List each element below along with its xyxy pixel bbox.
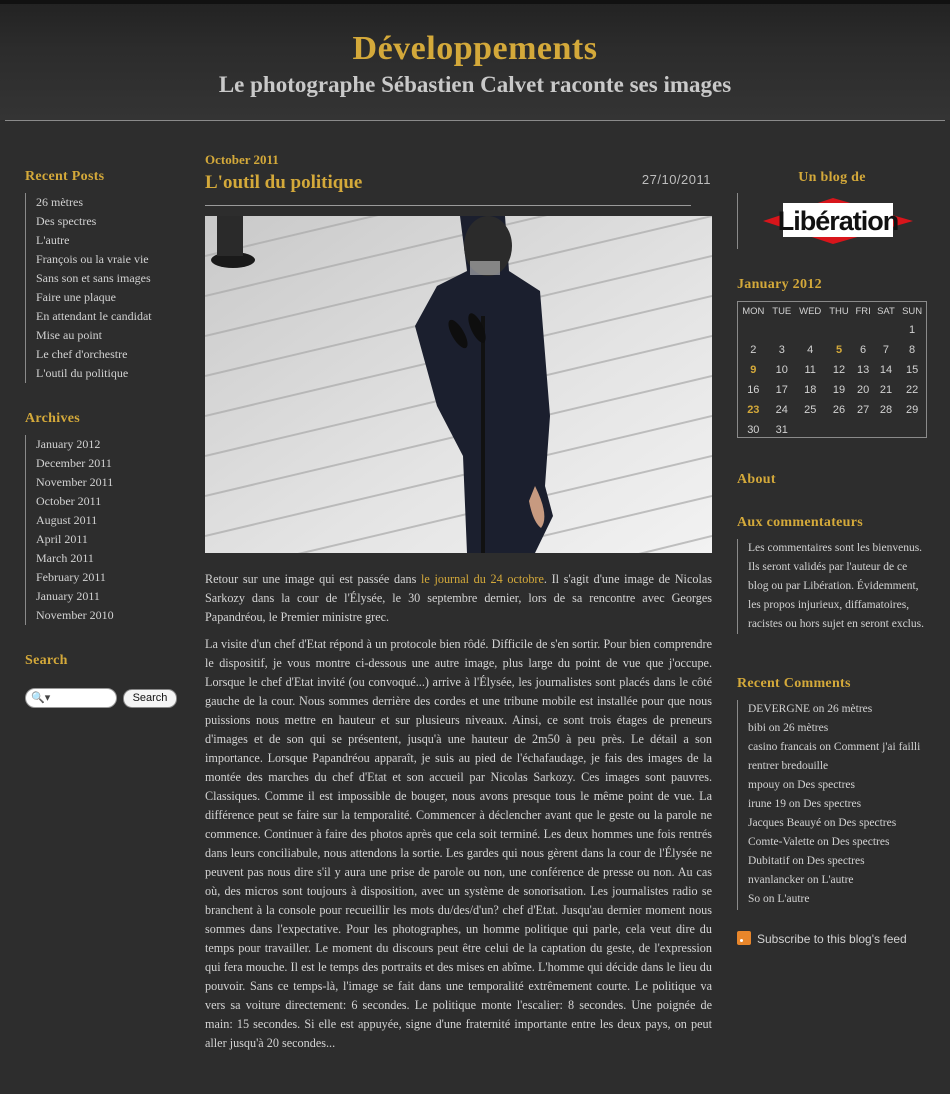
post-photo[interactable] [205,216,712,553]
recent-comment[interactable]: Jacques Beauyé on Des spectres [748,817,897,829]
calendar-day [738,320,769,340]
calendar-day: 18 [804,384,817,396]
site-header [0,0,950,120]
calendar-day: 2 [750,344,757,356]
calendar-day [898,420,926,440]
calendar-day-header: THU [829,305,849,317]
journal-link[interactable]: le journal du 24 octobre [421,572,544,586]
post-body [205,570,712,1061]
liberation-logo [738,193,928,249]
calendar-day: 4 [807,344,814,356]
recent-comment[interactable]: nvanlancker on L'autre [748,874,854,886]
archive-link[interactable]: December 2011 [36,456,112,470]
calendar-day: 1 [909,324,916,336]
archive-link[interactable]: March 2011 [36,551,94,565]
post-title[interactable]: L'outil du politique [205,172,363,193]
recent-post-link[interactable]: Mise au point [36,328,102,342]
calendar-day: 20 [856,384,870,396]
recent-comment[interactable]: DEVERGNE on 26 mètres [748,703,873,715]
intro-text-end: . Il s'agit d'une image de Nicolas Sarkozy dans la cour de l'Élysée, le 30 septembre dernier, lors de sa rencontre avec Georges Papandréou, le Premier ministre grec. [205,572,712,624]
calendar-day-header: SUN [902,305,923,317]
intro-text-start: Retour sur une image qui est passée dans [205,572,422,586]
archive-link[interactable]: January 2012 [36,437,101,451]
calendar-day-header: SAT [877,305,895,317]
calendar-week [738,380,926,400]
recent-comment[interactable]: bibi on 26 mètres [748,722,829,734]
post-date: 27/10/2011 [641,172,711,187]
rss-label: Subscribe to this blog's feed [757,932,907,946]
calendar-day-header: TUE [772,305,792,317]
calendar-day: 13 [856,364,870,376]
calendar-day: 12 [832,364,846,376]
calendar-week [738,340,926,360]
calendar-week [738,360,926,380]
recent-comment[interactable]: mpouy on Des spectres [748,779,855,791]
calendar-day [853,320,874,340]
post-paragraph-intro [205,570,712,627]
rss-feed-icon [737,931,751,945]
calendar-day: 27 [856,404,870,416]
liberation-logo-text: Libération [777,206,899,236]
calendar-day [769,320,795,340]
recent-comment[interactable]: Comte-Valette on Des spectres [748,836,890,848]
header-divider [5,120,945,121]
liberation-logo-box[interactable] [737,193,928,249]
post-month: October 2011 [205,152,279,167]
calendar-day: 10 [775,364,788,376]
recent-comments-list [737,700,928,910]
calendar-day [853,420,874,440]
archive-link[interactable]: October 2011 [36,494,102,508]
site-subtitle: Le photographe Sébastien Calvet raconte ses images [218,72,732,97]
recent-post-link[interactable]: Le chef d'orchestre [36,347,128,361]
calendar-day[interactable]: 5 [835,344,843,356]
archive-link[interactable]: November 2010 [36,608,114,622]
recent-post-link[interactable]: L'outil du politique [36,366,129,380]
calendar-day-header: WED [799,305,822,317]
recent-comment[interactable]: irune 19 on Des spectres [748,798,862,810]
calendar-day: 16 [747,384,760,396]
calendar-day: 19 [832,384,846,396]
recent-posts-list [25,193,152,383]
photo-image [205,216,712,553]
archives-list [25,435,114,625]
calendar-day: 28 [879,404,893,416]
recent-post-link[interactable]: 26 mètres [36,195,83,209]
aux-commentateurs-heading: Aux commentateurs [737,515,864,530]
archive-link[interactable]: January 2011 [36,589,100,603]
calendar-day: 21 [879,384,893,396]
calendar-week [738,400,926,420]
calendar-day: 7 [882,344,890,356]
calendar-day [795,420,826,440]
calendar-day: 3 [778,344,785,356]
calendar-day[interactable]: 9 [750,364,757,376]
archive-link[interactable]: April 2011 [36,532,88,546]
calendar-day: 6 [860,344,867,356]
recent-post-link[interactable]: L'autre [36,233,70,247]
calendar-day-header: MON [742,305,765,317]
calendar-heading: January 2012 [737,277,822,292]
calendar-day: 29 [905,404,919,416]
recent-post-link[interactable]: Des spectres [36,214,97,228]
calendar-day: 15 [905,364,919,376]
archive-link[interactable]: November 2011 [36,475,114,489]
search-heading: Search [25,653,68,668]
calendar-day[interactable]: 23 [747,404,760,416]
calendar-day: 30 [747,424,760,436]
search-input[interactable] [25,688,117,708]
recent-posts-heading: Recent Posts [25,169,105,184]
calendar-day: 14 [879,364,893,376]
calendar-day: 24 [775,404,788,416]
aux-commentateurs-text [737,539,928,634]
post-title-divider [205,205,691,206]
search-icon: 🔍▾ [31,691,51,704]
calendar-day: 22 [905,384,919,396]
rss-subscribe-link[interactable] [737,931,907,946]
calendar-day [874,320,899,340]
calendar-day: 8 [909,344,916,356]
calendar-day [826,420,853,440]
calendar-day: 17 [775,384,788,396]
archive-link[interactable]: August 2011 [36,513,98,527]
site-title[interactable]: Développements [352,30,598,67]
calendar-day-header: FRI [855,305,871,317]
calendar-week [738,320,926,340]
recent-post-link[interactable]: Sans son et sans images [36,271,151,285]
calendar-day [826,320,853,340]
calendar-day: 11 [804,364,816,376]
archive-link[interactable]: February 2011 [36,570,106,584]
about-heading[interactable]: About [737,472,776,487]
calendar-day [795,320,826,340]
recent-post-link[interactable]: François ou la vraie vie [36,252,149,266]
calendar-day: 26 [832,404,846,416]
calendar-day: 25 [804,404,817,416]
recent-comment[interactable]: So on L'autre [748,893,810,905]
calendar-day [874,420,899,440]
archives-heading: Archives [25,411,81,426]
search-button[interactable]: Search [123,689,177,708]
recent-comments-heading: Recent Comments [737,676,851,691]
calendar-day: 31 [775,424,788,436]
recent-post-link[interactable]: En attendant le candidat [36,309,152,323]
recent-comment[interactable]: casino francais on Comment j'ai failli rentrer bredouille [748,741,921,772]
calendar [737,301,927,438]
aux-commentateurs-body: Les commentaires sont les bienvenus. Ils seront validés par l'auteur de ce blog ou par Libération. Évidemment, les propos injurieux, diffamatoires, racistes ou hors sujet en seront exclus. [748,542,924,630]
post-paragraph: La visite d'un chef d'Etat répond à un protocole bien rôdé. Difficile de s'en sortir. Pour bien comprendre le dispositif, je vous montre ci-dessous une autre image, plus large du point de vue que j'occupe. Lorsque le chef d'Etat invité (ou convoqué...) arrive à l'Élysée, les journalistes sont placés dans le côté gauche de la cour. Nous sommes derrière des cordes et une tribune mobile est installée pour que nous puissions nous mettre en hauteur et sur plusieurs niveaux. Ainsi, ce sont trois étages de preneurs d'images et de son qui se présentent, jusqu'à une hauteur de 2m50 à peu près. Le détail a son importance. Lorsque Papandréou apparaît, je suis au pied de l'échafaudage, je fais des images de la montée des marches du chef d'Etat et son accueil par Nicolas Sarkozy. Ces images sont pauvres. Classiques. Comme il est impossible de bouger, nous avons presque tous le même point de vue. La différence peut se faire sur la temporalité. Commencer à déclencher avant que le geste ou la parole ne commence. Continuer à faire des photos après que cela soit terminé. Les deux hommes une fois rentrés dans leurs conciliabule, nous attendons la sortie. Les gardes qui nous gèrent dans la cour de l'Élysée ne peuvent pas nous dire s'il y aura une prise de parole ou non, une conférence de presse ou non. Au cas où, des micros sont toujours à disposition, avec un système de sonorisation. Les journalistes radio se branchent à la console pour recueillir les mots du/des/d'un? chef d'Etat. Jusqu'au dernier moment nous sommes dans l'expectative. Pour les photographes, un homme politique qui parle, cela veut dire du temps pour travailler. Le moment du discours peut être celui de la captation du geste, de l'expression qui fera mouche. Il est le temps des portraits et des mises en abîme. L'homme qui décide dans le lieu du pouvoir. Sans ce temps-là, l'image se fait dans une temporalité extrêmement courte. Le politique va vers sa voiture directement: 6 secondes. Le politique monte l'escalier: 8 secondes. Une poignée de main: 15 secondes. Si elle est appuyée, signe d'une fraternité importante entre les deux pays, on peut aller jusqu'à 20 secondes... [205,637,712,1050]
recent-post-link[interactable]: Faire une plaque [36,290,116,304]
calendar-week [738,420,926,440]
recent-comment[interactable]: Dubitatif on Des spectres [748,855,865,867]
blog-de-heading: Un blog de [798,170,866,185]
